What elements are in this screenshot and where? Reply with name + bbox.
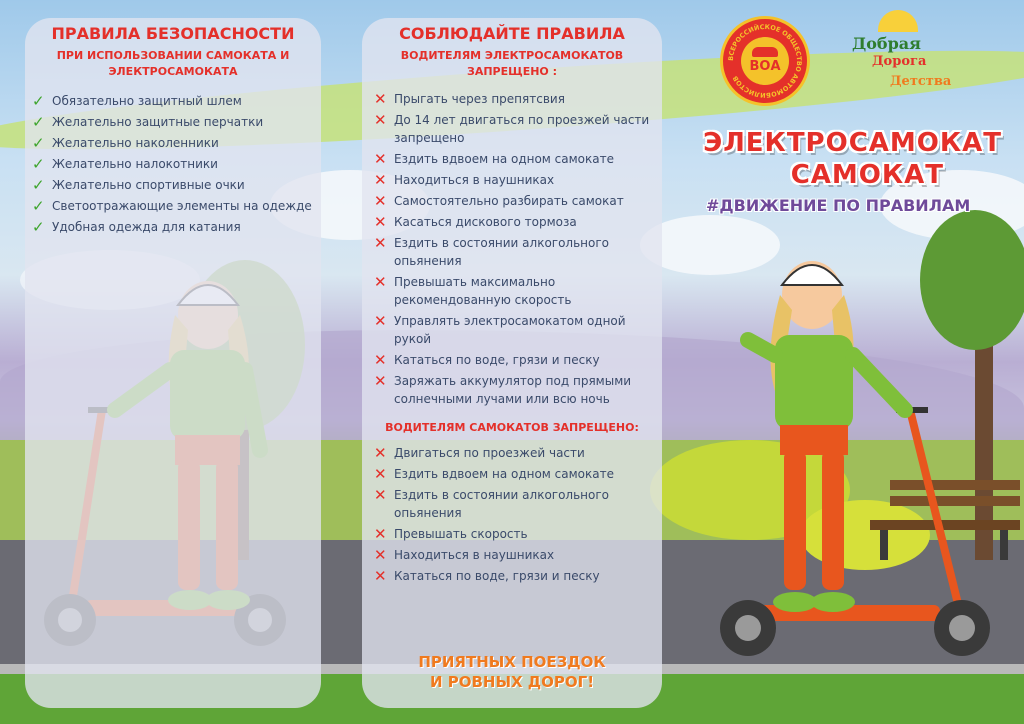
safety-rules-subtitle-line-1: ПРИ ИСПОЛЬЗОВАНИИ САМОКАТА И xyxy=(56,49,290,62)
main-title-scooter: САМОКАТ xyxy=(790,160,944,190)
check-icon: ✓ xyxy=(32,134,45,152)
list-item: ✕ Ездить в состоянии алкогольного опьянения xyxy=(374,486,610,520)
list-item: ✓ Желательно защитные перчатки xyxy=(32,113,264,131)
seal-center xyxy=(741,37,789,85)
dobraya-doroga-detstva-logo xyxy=(842,10,972,100)
cross-icon: ✕ xyxy=(374,312,387,330)
safety-rules-title: ПРАВИЛА БЕЗОПАСНОСТИ xyxy=(51,24,295,43)
list-item: ✓ Желательно наколенники xyxy=(32,134,219,152)
svg-text:ВСЕРОССИЙСКОЕ ОБЩЕСТВО АВТОМОБ: ВСЕРОССИЙСКОЕ ОБЩЕСТВО АВТОМОБИЛИСТОВ xyxy=(726,22,804,100)
e-scooter-rules-subtitle-line-1: ВОДИТЕЛЯМ ЭЛЕКТРОСАМОКАТОВ xyxy=(400,49,624,62)
cross-icon: ✕ xyxy=(374,546,387,564)
cross-icon: ✕ xyxy=(374,171,387,189)
e-scooter-prohibited-list xyxy=(372,90,656,411)
cross-icon: ✕ xyxy=(374,90,387,108)
list-item: ✕ Ездить вдвоем на одном самокате xyxy=(374,150,614,168)
e-scooter-rules-subtitle-line-2: ЗАПРЕЩЕНО : xyxy=(467,65,557,78)
girl-on-scooter-illustration-right xyxy=(700,250,1000,660)
farewell-line-1: ПРИЯТНЫХ ПОЕЗДОК xyxy=(418,653,606,671)
farewell-line-2: И РОВНЫХ ДОРОГ! xyxy=(429,673,595,691)
farewell-message xyxy=(362,652,662,692)
voa-seal-logo xyxy=(720,16,810,106)
safety-rules-list xyxy=(30,92,320,239)
cross-icon: ✕ xyxy=(374,465,387,483)
list-item: ✕ Кататься по воде, грязи и песку xyxy=(374,567,600,585)
seal-text: ВОА xyxy=(749,59,781,74)
list-item: ✕ Превышать скорость xyxy=(374,525,528,543)
list-item: ✕ Ездить вдвоем на одном самокате xyxy=(374,465,614,483)
cross-icon: ✕ xyxy=(374,372,387,390)
safety-rules-subtitle-line-2: ЭЛЕКТРОСАМОКАТА xyxy=(108,65,238,78)
logo-line-1: Добрая xyxy=(852,34,921,53)
list-item: ✓ Удобная одежда для катания xyxy=(32,218,241,236)
cross-icon: ✕ xyxy=(374,234,387,252)
cross-icon: ✕ xyxy=(374,486,387,504)
hashtag-slogan: #ДВИЖЕНИЕ ПО ПРАВИЛАМ xyxy=(706,196,971,215)
cross-icon: ✕ xyxy=(374,567,387,585)
scooter-prohibited-list xyxy=(372,444,656,588)
list-item: ✕ Касаться дискового тормоза xyxy=(374,213,577,231)
check-icon: ✓ xyxy=(32,113,45,131)
girl-figure xyxy=(748,261,905,612)
cross-icon: ✕ xyxy=(374,351,387,369)
cross-icon: ✕ xyxy=(374,111,387,129)
list-item: ✕ Находиться в наушниках xyxy=(374,171,555,189)
list-item: ✕ Управлять электросамокатом одной рукой xyxy=(374,312,626,346)
list-item: ✕ Ездить в состоянии алкогольного опьянения xyxy=(374,234,610,268)
check-icon: ✓ xyxy=(32,218,45,236)
list-item: ✕ Самостоятельно разбирать самокат xyxy=(374,192,624,210)
list-item: ✓ Желательно спортивные очки xyxy=(32,176,245,194)
check-icon: ✓ xyxy=(32,155,45,173)
logo-line-3: Детства xyxy=(890,74,952,89)
list-item: ✕ Находиться в наушниках xyxy=(374,546,555,564)
list-item: ✓ Обязательно защитный шлем xyxy=(32,92,242,110)
check-icon: ✓ xyxy=(32,197,45,215)
cross-icon: ✕ xyxy=(374,525,387,543)
cross-icon: ✕ xyxy=(374,444,387,462)
list-item: ✕ Кататься по воде, грязи и песку xyxy=(374,351,600,369)
scooter-icon xyxy=(720,410,990,656)
list-item: ✕ До 14 лет двигаться по проезжей части запрещено xyxy=(374,111,650,145)
cross-icon: ✕ xyxy=(374,150,387,168)
list-item: ✕ Заряжать аккумулятор под прямыми солнечными лучами или всю ночь xyxy=(374,372,632,406)
main-title-e-scooter: ЭЛЕКТРОСАМОКАТ xyxy=(703,128,1002,158)
check-icon: ✓ xyxy=(32,92,45,110)
list-item: ✕ Прыгать через препятсвия xyxy=(374,90,565,108)
cross-icon: ✕ xyxy=(374,192,387,210)
cross-icon: ✕ xyxy=(374,213,387,231)
check-icon: ✓ xyxy=(32,176,45,194)
list-item: ✓ Желательно налокотники xyxy=(32,155,218,173)
scooter-rules-subtitle: ВОДИТЕЛЯМ САМОКАТОВ ЗАПРЕЩЕНО: xyxy=(385,421,639,434)
list-item: ✕ Превышать максимально рекомендованную скорость xyxy=(374,273,572,307)
sun-icon xyxy=(878,10,918,32)
cross-icon: ✕ xyxy=(374,273,387,291)
logo-line-2: Дорога xyxy=(872,54,927,69)
list-item: ✕ Двигаться по проезжей части xyxy=(374,444,585,462)
list-item: ✓ Светоотражающие элементы на одежде xyxy=(32,197,312,215)
follow-rules-title: СОБЛЮДАЙТЕ ПРАВИЛА xyxy=(399,24,625,43)
car-icon xyxy=(752,47,778,57)
